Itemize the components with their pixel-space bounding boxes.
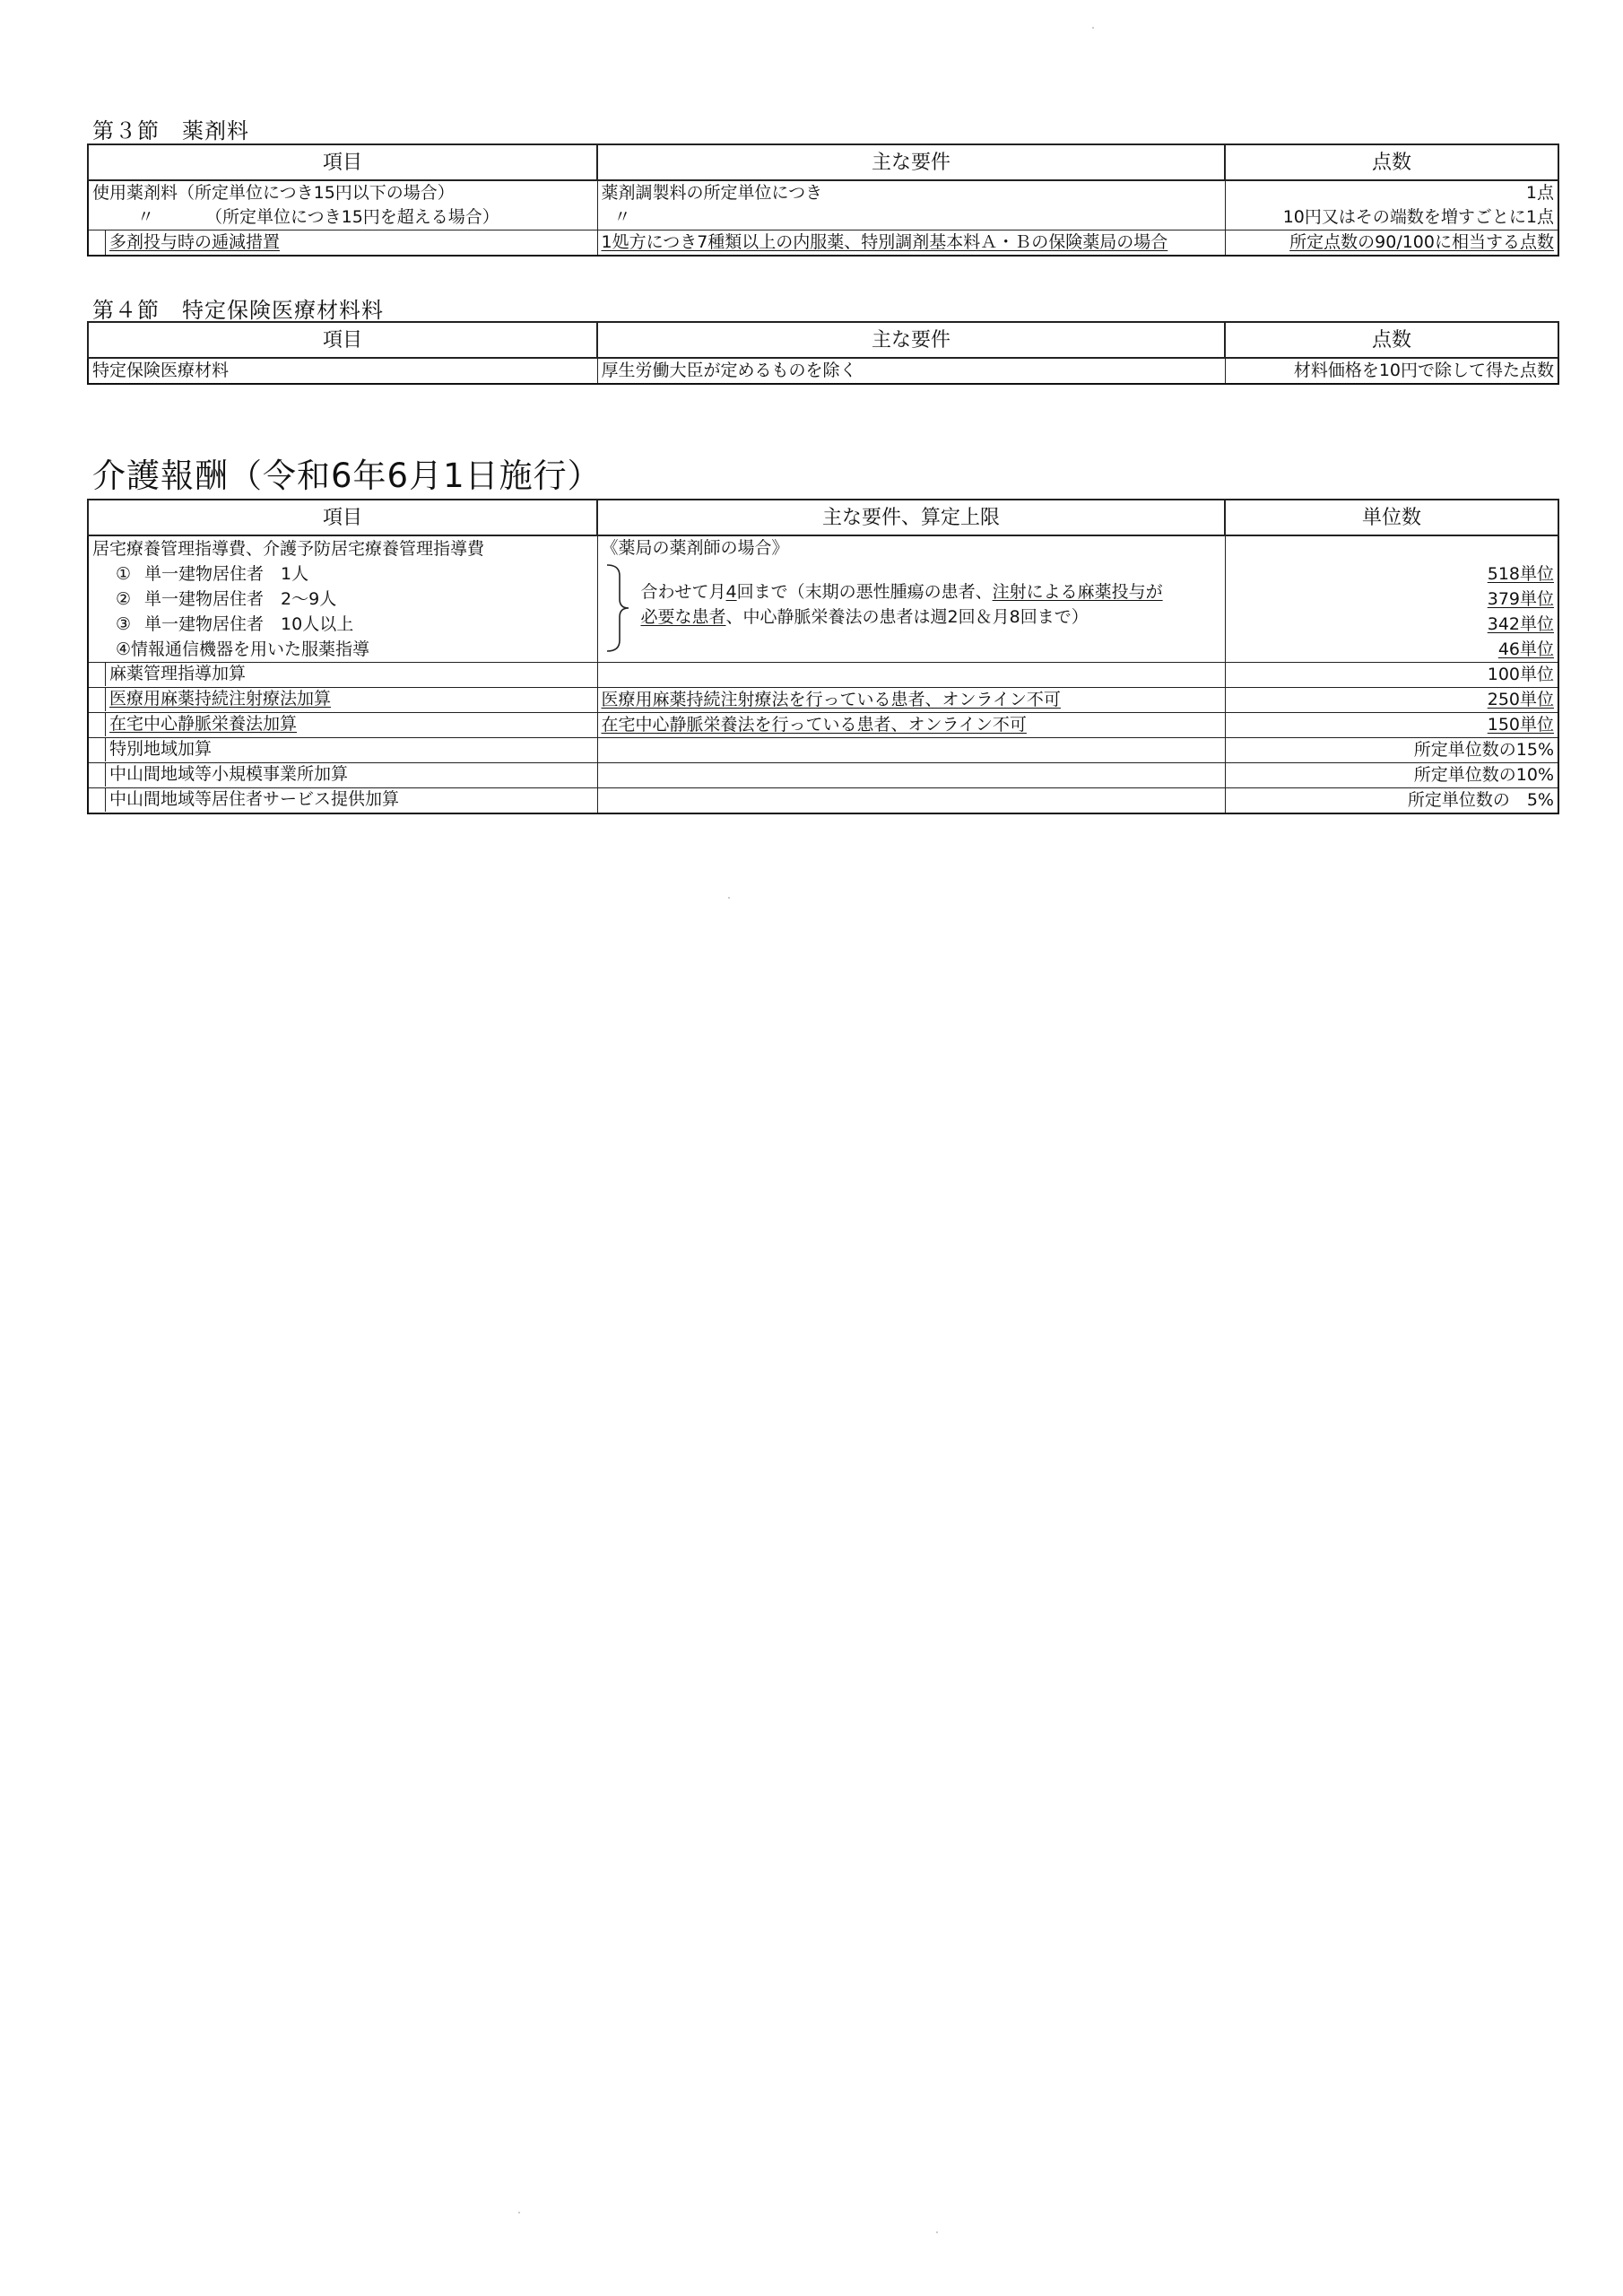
scan-speck xyxy=(936,2231,938,2233)
sub-item xyxy=(92,587,594,612)
addon-item: 在宅中心静脈栄養法加算 xyxy=(109,714,298,734)
table-row xyxy=(88,180,1558,230)
item-number: ② xyxy=(116,589,132,609)
table-row xyxy=(88,688,1558,713)
row-requirement: 厚生労働大臣が定めるものを除く xyxy=(597,358,1225,384)
units-value: 46単位 xyxy=(1497,639,1554,659)
header-requirements: 主な要件 xyxy=(597,322,1225,358)
table-row xyxy=(88,358,1558,384)
sub-item xyxy=(92,637,594,662)
row-points: 所定点数の90/100に相当する点数 xyxy=(1289,232,1554,252)
table-row xyxy=(88,738,1558,763)
kaigo-title: 介護報酬（令和6年6月1日施行） xyxy=(92,457,602,495)
units-value: 518単位 xyxy=(1487,564,1554,584)
table-row xyxy=(88,535,1558,663)
addon-requirement xyxy=(597,788,1225,814)
row-points: 10円又はその端数を増すごとに1点 xyxy=(1282,207,1554,227)
table-row xyxy=(88,230,1558,257)
item-number: ③ xyxy=(116,614,132,634)
row-points: 1点 xyxy=(1525,183,1554,203)
sub-item-label: 単一建物居住者 10人以上 xyxy=(144,614,354,634)
row-item: （所定単位につき15円を超える場合） xyxy=(205,207,499,227)
addon-units: 所定単位数の10% xyxy=(1225,763,1558,788)
section4-title: 第４節 特定保険医療材料料 xyxy=(92,298,384,323)
addon-requirement xyxy=(597,763,1225,788)
sub-item-label: 単一建物居住者 1人 xyxy=(144,564,309,584)
addon-item: 医療用麻薬持続注射療法加算 xyxy=(109,689,332,709)
addon-units: 所定単位数の15% xyxy=(1225,738,1558,763)
sub-item xyxy=(92,561,594,587)
addon-item: 麻薬管理指導加算 xyxy=(109,664,247,683)
addon-requirement: 在宅中心静脈栄養法を行っている患者、オンライン不可 xyxy=(601,715,1027,735)
addon-requirement xyxy=(597,738,1225,763)
section3-title: 第３節 薬剤料 xyxy=(92,118,249,144)
main-item: 居宅療養管理指導費、介護予防居宅療養管理指導費 xyxy=(92,539,485,559)
requirement-heading: 《薬局の薬剤師の場合》 xyxy=(601,538,789,558)
section3-table xyxy=(87,144,1559,257)
table-row xyxy=(88,663,1558,688)
header-item: 項目 xyxy=(88,500,597,535)
sub-item-label: 単一建物居住者 2～9人 xyxy=(144,589,337,609)
sub-item-label: 情報通信機器を用いた服薬指導 xyxy=(131,639,370,659)
ditto-mark: 〃 xyxy=(137,207,155,227)
header-item: 項目 xyxy=(88,144,597,180)
units-value: 342単位 xyxy=(1487,614,1554,634)
addon-units: 150単位 xyxy=(1487,715,1554,735)
table-row xyxy=(88,713,1558,738)
row-item: 多剤投与時の逓減措置 xyxy=(109,232,281,252)
scan-speck xyxy=(518,2212,520,2213)
header-item: 項目 xyxy=(88,322,597,358)
row-item: 特定保険医療材料 xyxy=(88,358,597,384)
addon-units: 所定単位数の 5% xyxy=(1225,788,1558,814)
table-header-row xyxy=(88,144,1558,180)
scan-speck xyxy=(728,897,730,899)
table-row xyxy=(88,788,1558,814)
addon-item: 中山間地域等小規模事業所加算 xyxy=(109,764,349,784)
addon-units: 100単位 xyxy=(1225,663,1558,688)
header-requirements: 主な要件、算定上限 xyxy=(597,500,1225,535)
row-item: 使用薬剤料（所定単位につき15円以下の場合） xyxy=(92,183,455,203)
row-requirement: 1処方につき7種類以上の内服薬、特別調剤基本料Ａ・Ｂの保険薬局の場合 xyxy=(601,232,1168,252)
sub-item xyxy=(92,612,594,637)
row-requirement: 〃 xyxy=(613,207,631,227)
units-value: 379単位 xyxy=(1487,589,1554,609)
table-header-row xyxy=(88,322,1558,358)
header-requirements: 主な要件 xyxy=(597,144,1225,180)
row-points: 材料価格を10円で除して得た点数 xyxy=(1225,358,1558,384)
header-points: 点数 xyxy=(1225,322,1558,358)
addon-item: 中山間地域等居住者サービス提供加算 xyxy=(109,789,400,809)
item-number: ① xyxy=(116,564,132,584)
addon-requirement xyxy=(597,663,1225,688)
item-number: ④ xyxy=(116,639,132,659)
table-row xyxy=(88,763,1558,788)
brace-note: 合わせて月4回まで（末期の悪性腫瘍の患者、注射による麻薬投与が 必要な患者、中心静脈栄養法の患者は週2回＆月8回まで） xyxy=(640,582,1163,627)
header-units: 単位数 xyxy=(1225,500,1558,535)
section4-table xyxy=(87,321,1559,385)
curly-brace-icon xyxy=(603,563,630,653)
row-requirement: 薬剤調製料の所定単位につき xyxy=(601,183,823,203)
addon-requirement: 医療用麻薬持続注射療法を行っている患者、オンライン不可 xyxy=(601,690,1061,709)
scan-speck xyxy=(1092,27,1094,29)
addon-units: 250単位 xyxy=(1487,690,1554,709)
kaigo-table xyxy=(87,499,1559,814)
addon-item: 特別地域加算 xyxy=(109,739,213,759)
header-points: 点数 xyxy=(1225,144,1558,180)
table-header-row xyxy=(88,500,1558,535)
